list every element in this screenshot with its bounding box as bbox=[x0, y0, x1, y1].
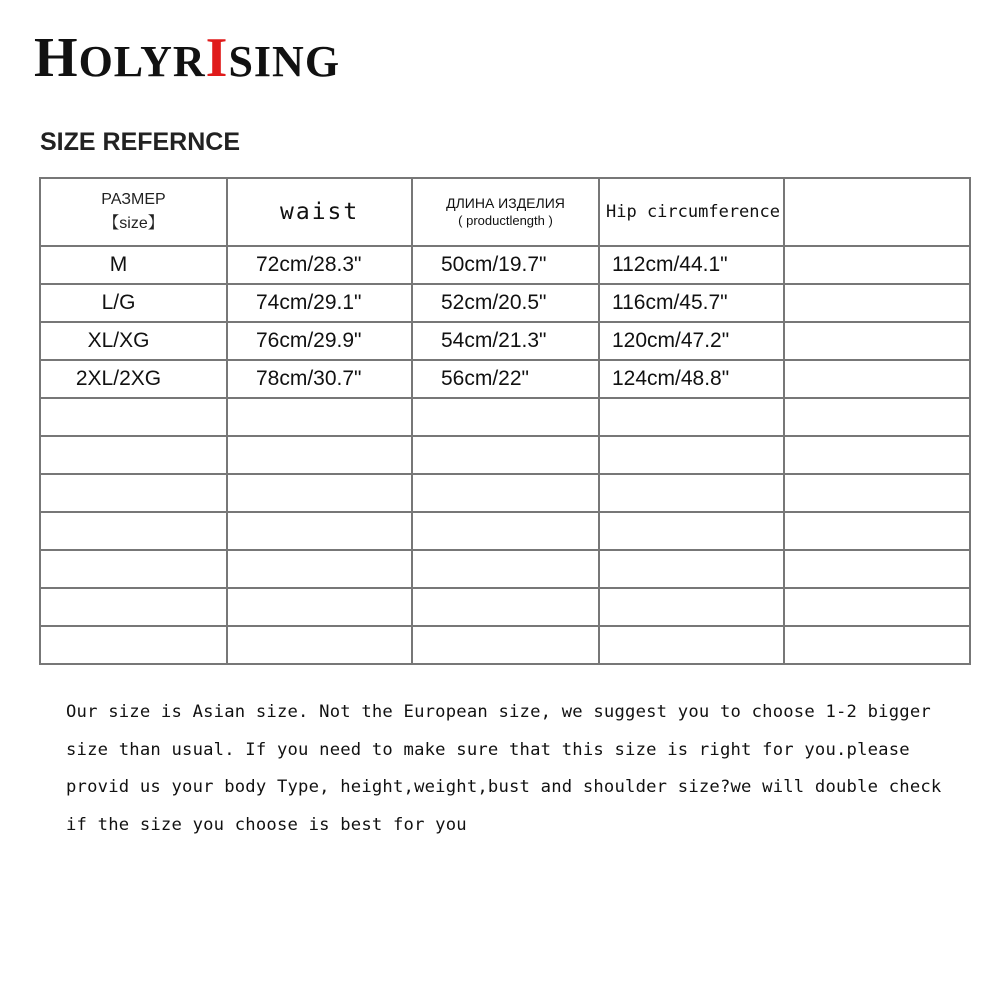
table-empty-row bbox=[40, 512, 970, 550]
empty-cell bbox=[599, 550, 784, 588]
table-empty-row bbox=[40, 550, 970, 588]
brand-logo bbox=[34, 27, 341, 89]
cell-waist: 72cm/28.3" bbox=[227, 246, 412, 284]
table-header-row bbox=[40, 178, 970, 246]
empty-cell bbox=[227, 398, 412, 436]
table-row bbox=[40, 360, 970, 398]
empty-cell bbox=[599, 588, 784, 626]
size-table bbox=[39, 177, 971, 665]
empty-cell bbox=[784, 512, 970, 550]
cell-extra bbox=[784, 246, 970, 284]
logo-letters-olyr: OLYR bbox=[78, 37, 206, 86]
header-size bbox=[40, 178, 227, 246]
empty-cell bbox=[227, 436, 412, 474]
note-line: if the size you choose is best for you bbox=[66, 814, 467, 835]
empty-cell bbox=[227, 512, 412, 550]
empty-cell bbox=[40, 588, 227, 626]
header-hip: Hip circumference bbox=[599, 178, 784, 246]
table-row bbox=[40, 284, 970, 322]
table-empty-row bbox=[40, 588, 970, 626]
note-line: Our size is Asian size. Not the European size, we suggest you to choose 1-2 bigger bbox=[66, 702, 931, 722]
empty-cell bbox=[412, 436, 599, 474]
table-empty-row bbox=[40, 474, 970, 512]
logo-letter-i: I bbox=[205, 27, 229, 89]
cell-extra bbox=[784, 360, 970, 398]
cell-waist: 76cm/29.9" bbox=[227, 322, 412, 360]
empty-cell bbox=[599, 474, 784, 512]
empty-cell bbox=[599, 626, 784, 664]
empty-cell bbox=[227, 474, 412, 512]
cell-size: M bbox=[40, 246, 227, 284]
empty-cell bbox=[784, 626, 970, 664]
header-size-ru: РАЗМЕР bbox=[101, 191, 166, 208]
empty-cell bbox=[412, 550, 599, 588]
header-length-ru: ДЛИНА ИЗДЕЛИЯ bbox=[446, 195, 565, 211]
empty-cell bbox=[40, 436, 227, 474]
logo-letter-h: H bbox=[34, 27, 79, 89]
cell-length: 52cm/20.5" bbox=[412, 284, 599, 322]
cell-extra bbox=[784, 322, 970, 360]
empty-cell bbox=[784, 588, 970, 626]
cell-extra bbox=[784, 284, 970, 322]
cell-waist: 78cm/30.7" bbox=[227, 360, 412, 398]
empty-cell bbox=[784, 474, 970, 512]
empty-cell bbox=[227, 588, 412, 626]
cell-hip: 112cm/44.1" bbox=[599, 246, 784, 284]
table-empty-row bbox=[40, 398, 970, 436]
empty-cell bbox=[784, 398, 970, 436]
size-note bbox=[66, 694, 976, 844]
header-length bbox=[412, 178, 599, 246]
empty-cell bbox=[412, 474, 599, 512]
empty-cell bbox=[40, 512, 227, 550]
table-empty-row bbox=[40, 626, 970, 664]
note-line: size than usual. If you need to make sure that this size is right for you.please bbox=[66, 739, 910, 760]
header-extra bbox=[784, 178, 970, 246]
empty-cell bbox=[40, 398, 227, 436]
empty-cell bbox=[40, 550, 227, 588]
cell-size: L/G bbox=[40, 284, 227, 322]
empty-cell bbox=[412, 588, 599, 626]
header-waist: waist bbox=[227, 178, 412, 246]
table-row bbox=[40, 322, 970, 360]
logo-letters-sing: SING bbox=[228, 37, 341, 86]
table-empty-row bbox=[40, 436, 970, 474]
empty-cell bbox=[40, 626, 227, 664]
header-size-en: 【size】 bbox=[103, 215, 164, 232]
cell-length: 56cm/22" bbox=[412, 360, 599, 398]
empty-cell bbox=[412, 398, 599, 436]
empty-cell bbox=[412, 512, 599, 550]
empty-cell bbox=[227, 626, 412, 664]
cell-waist: 74cm/29.1" bbox=[227, 284, 412, 322]
empty-cell bbox=[599, 436, 784, 474]
empty-cell bbox=[412, 626, 599, 664]
cell-hip: 116cm/45.7" bbox=[599, 284, 784, 322]
cell-hip: 124cm/48.8" bbox=[599, 360, 784, 398]
cell-hip: 120cm/47.2" bbox=[599, 322, 784, 360]
empty-cell bbox=[227, 550, 412, 588]
empty-cell bbox=[40, 474, 227, 512]
header-length-en: ( productlength ) bbox=[458, 213, 553, 228]
note-line: provid us your body Type, height,weight,bust and shoulder size?we will double check bbox=[66, 777, 942, 797]
table-row bbox=[40, 246, 970, 284]
empty-cell bbox=[784, 436, 970, 474]
cell-size: XL/XG bbox=[40, 322, 227, 360]
cell-size: 2XL/2XG bbox=[40, 360, 227, 398]
empty-cell bbox=[784, 550, 970, 588]
empty-cell bbox=[599, 398, 784, 436]
empty-cell bbox=[599, 512, 784, 550]
size-reference-title: SIZE REFERNCE bbox=[40, 128, 241, 156]
cell-length: 50cm/19.7" bbox=[412, 246, 599, 284]
cell-length: 54cm/21.3" bbox=[412, 322, 599, 360]
